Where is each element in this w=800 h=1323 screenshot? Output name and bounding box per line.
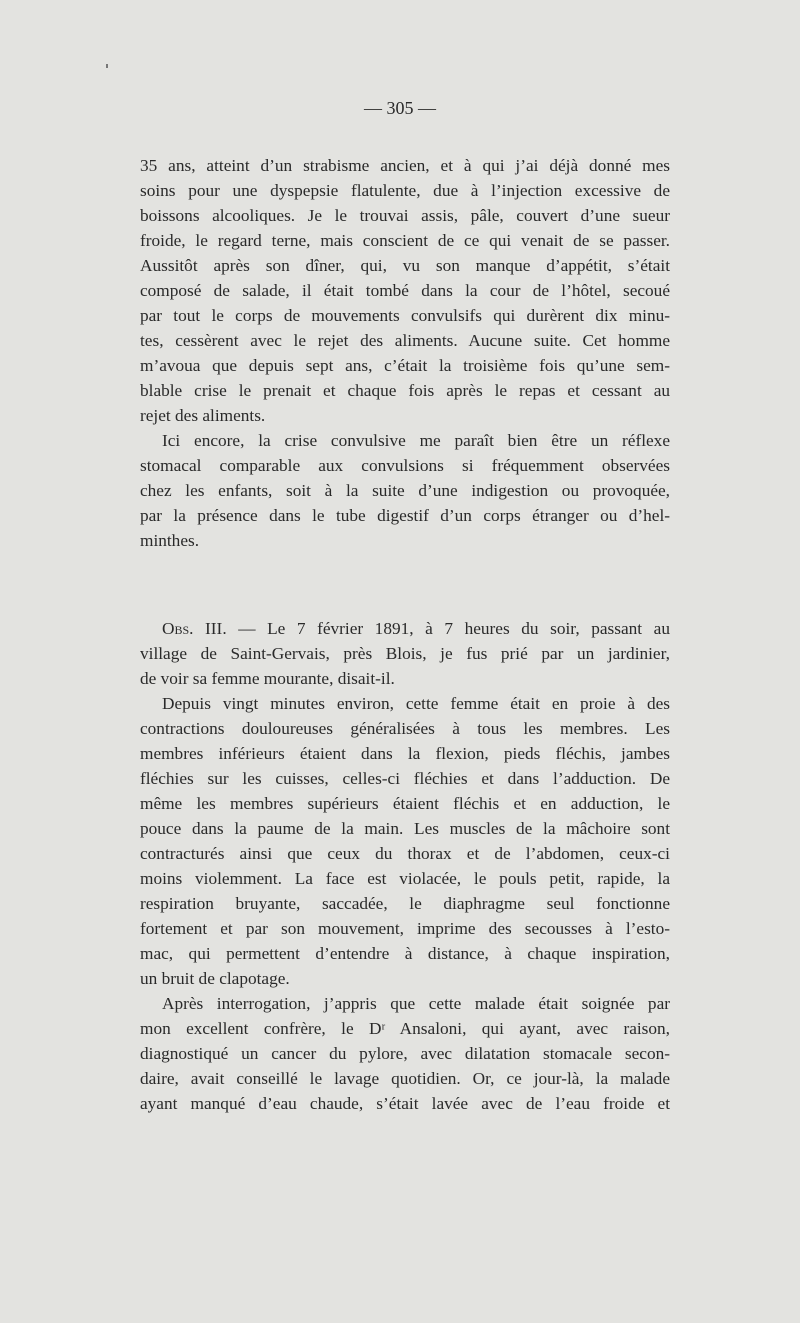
- text-line: daire, avait conseillé le lavage quotidien. Or, ce jour-là, la malade: [140, 1069, 670, 1088]
- text-line: Ici encore, la crise convulsive me paraît bien être un réflexe: [162, 431, 670, 450]
- text-line: par la présence dans le tube digestif d’un corps étranger ou d’hel-: [140, 506, 670, 525]
- text-line: respiration bruyante, saccadée, le diaphragme seul fonctionne: [140, 894, 670, 913]
- text-line: de voir sa femme mourante, disait-il.: [140, 669, 395, 688]
- text-line: froide, le regard terne, mais conscient de ce qui venait de se passer.: [140, 231, 670, 250]
- text-line: Aussitôt après son dîner, qui, vu son manque d’appétit, s’était: [140, 256, 670, 275]
- text-line: par tout le corps de mouvements convulsifs qui durèrent dix minu-: [140, 306, 670, 325]
- text-line: membres inférieurs étaient dans la flexion, pieds fléchis, jambes: [140, 744, 670, 763]
- paragraph-block-observation-3: [140, 616, 670, 1116]
- text-line: Après interrogation, j’appris que cette malade était soignée par: [162, 994, 670, 1013]
- text-line: tes, cessèrent avec le rejet des aliments. Aucune suite. Cet homme: [140, 331, 670, 350]
- text-line: un bruit de clapotage.: [140, 969, 290, 988]
- text-line: [140, 616, 670, 641]
- page-number: — 305 —: [364, 98, 436, 118]
- text-line: minthes.: [140, 531, 200, 550]
- text-line: fléchies sur les cuisses, celles-ci fléchies et dans l’adduction. De: [140, 769, 670, 788]
- observation-label: Obs. III.: [162, 619, 227, 638]
- text-line: village de Saint-Gervais, près Blois, je fus prié par un jardinier,: [140, 644, 670, 663]
- text-line: 35 ans, atteint d’un strabisme ancien, et à qui j’ai déjà donné mes: [140, 156, 670, 175]
- text-line: moins violemment. La face est violacée, le pouls petit, rapide, la: [140, 869, 670, 888]
- text-line: m’avoua que depuis sept ans, c’était la troisième fois qu’une sem-: [140, 356, 670, 375]
- text-line: Depuis vingt minutes environ, cette femme était en proie à des: [162, 694, 670, 713]
- text-line: ayant manqué d’eau chaude, s’était lavée avec de l’eau froide et: [140, 1094, 670, 1113]
- scan-speck: [106, 64, 108, 68]
- text-line: contracturés ainsi que ceux du thorax et de l’abdomen, ceux-ci: [140, 844, 670, 863]
- text-line-content: — Le 7 février 1891, à 7 heures du soir, passant au: [226, 619, 670, 638]
- text-line: boissons alcooliques. Je le trouvai assis, pâle, couvert d’une sueur: [140, 206, 670, 225]
- text-line: mon excellent confrère, le Dʳ Ansaloni, qui ayant, avec raison,: [140, 1019, 670, 1038]
- text-line: blable crise le prenait et chaque fois après le repas et cessant au: [140, 381, 670, 400]
- text-line: rejet des aliments.: [140, 406, 266, 425]
- text-line: contractions douloureuses généralisées à tous les membres. Les: [140, 719, 670, 738]
- text-line: chez les enfants, soit à la suite d’une indigestion ou provoquée,: [140, 481, 670, 500]
- text-line: pouce dans la paume de la main. Les muscles de la mâchoire sont: [140, 819, 670, 838]
- text-line: fortement et par son mouvement, imprime des secousses à l’esto-: [140, 919, 670, 938]
- text-line: même les membres supérieurs étaient fléchis et en adduction, le: [140, 794, 670, 813]
- text-line: mac, qui permettent d’entendre à distance, à chaque inspiration,: [140, 944, 670, 963]
- text-line: stomacal comparable aux convulsions si fréquemment observées: [140, 456, 670, 475]
- text-line: diagnostiqué un cancer du pylore, avec dilatation stomacale secon-: [140, 1044, 670, 1063]
- text-line: soins pour une dyspepsie flatulente, due à l’injection excessive de: [140, 181, 670, 200]
- text-line: composé de salade, il était tombé dans la cour de l’hôtel, secoué: [140, 281, 670, 300]
- paragraph-block-case-continuation: [140, 153, 670, 553]
